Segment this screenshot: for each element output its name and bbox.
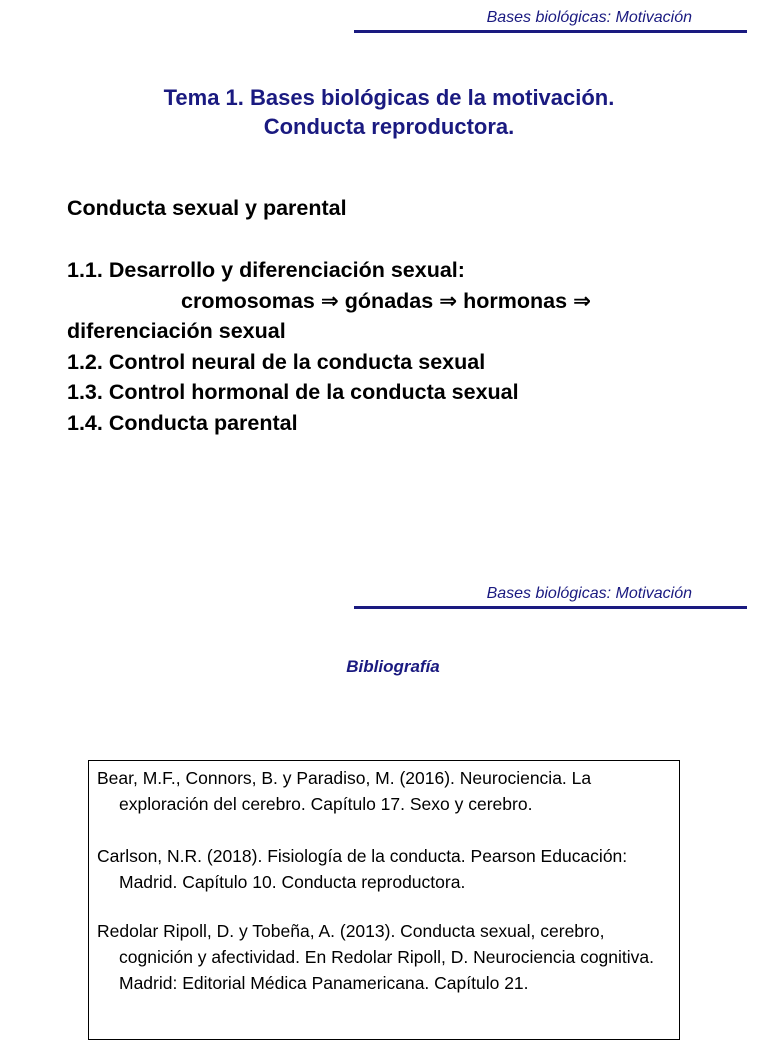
section-subtitle: Conducta sexual y parental [67,196,347,220]
reference-item: Carlson, N.R. (2018). Fisiología de la conducta. Pearson Educación: Madrid. Capítulo 10. Conducta reproductora. [97,846,628,892]
slide-title [0,83,768,141]
topic-list [67,255,591,438]
topic-item: 1.1. Desarrollo y diferenciación sexual: [67,258,465,282]
topic-item: diferenciación sexual [67,319,286,343]
header-rule [354,606,747,609]
reference-item: Redolar Ripoll, D. y Tobeña, A. (2013). Conducta sexual, cerebro, cognición y afectividad. En Redolar Ripoll, D. Neurociencia cognitiva. Madrid: Editorial Médica Panamericana. Capítulo 21. [97,921,654,993]
topic-item: 1.3. Control hormonal de la conducta sexual [67,380,519,404]
title-line-1: Tema 1. Bases biológicas de la motivación. [163,85,615,110]
slide-header: Bases biológicas: Motivación [486,9,692,26]
topic-item: cromosomas ⇒ gónadas ⇒ hormonas ⇒ [181,288,592,313]
slide-header: Bases biológicas: Motivación [486,585,692,602]
title-line-2: Conducta reproductora. [263,114,515,139]
topic-item: 1.4. Conducta parental [67,410,298,435]
header-rule [354,30,747,33]
reference-item: Bear, M.F., Connors, B. y Paradiso, M. (2016). Neurociencia. La exploración del cerebro. Capítulo 17. Sexo y cerebro. [97,768,592,814]
bibliography-title: Bibliografía [346,657,440,676]
topic-item: 1.2. Control neural de la conducta sexual [67,349,486,374]
references-box [88,760,680,1040]
